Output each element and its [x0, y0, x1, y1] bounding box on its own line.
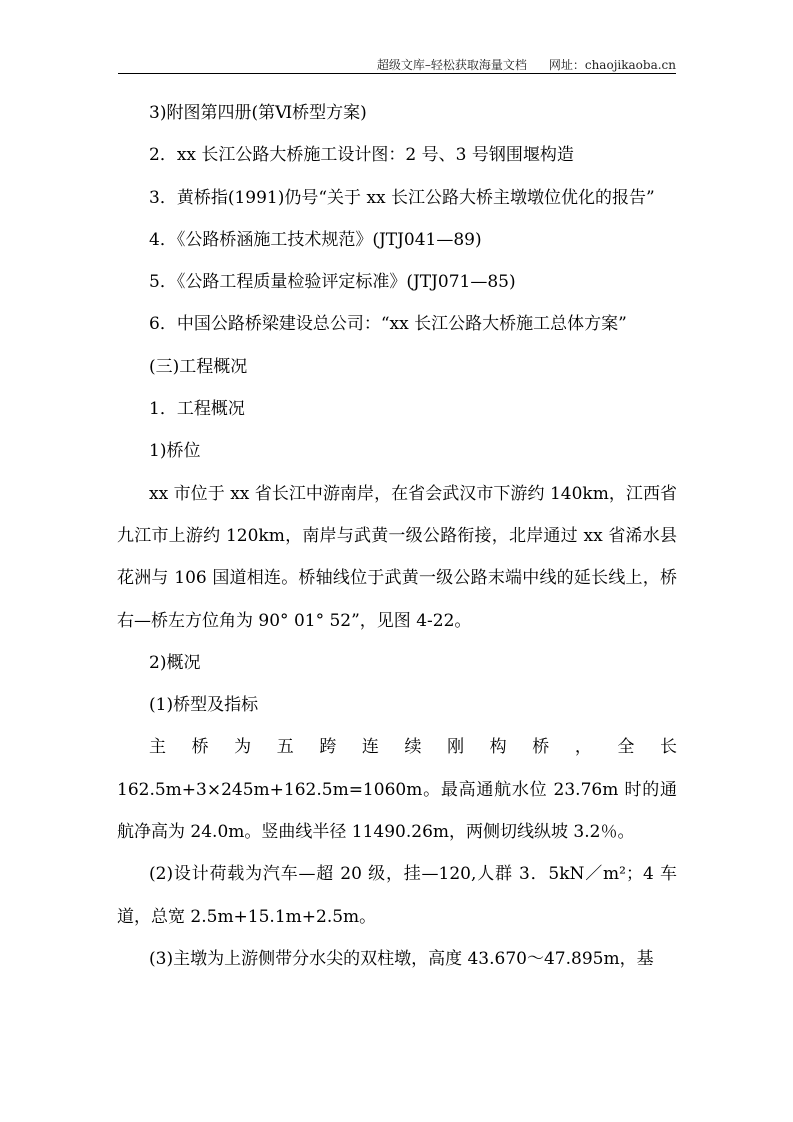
subsection-heading: 1．工程概况: [149, 399, 245, 420]
paragraph: xx 市位于 xx 省长江中游南岸，在省会武汉市下游约 140km，江西省九江市上游约 120km，南岸与武黄一级公路衔接，北岸通过 xx 省浠水县花洲与 106 国道相连。桥轴线位于武黄一级公路末端中线的延长线上，桥右—桥左方位角为 90° 01° 52”，见图 4-22。: [117, 483, 677, 631]
page-header: [118, 56, 676, 73]
paragraph: 4．《公路桥涵施工技术规范》(JTJ041—89): [149, 229, 482, 250]
paragraph: 主桥为五跨连续刚构桥，全长 162.5m+3×245m+162.5m=1060m。最高通航水位 23.76m 时的通航净高为 24.0m。竖曲线半径 11490.26m，两侧切线纵坡 3.2％。: [117, 737, 677, 843]
header-site-name: 超级文库–轻松获取海量文档: [376, 58, 527, 72]
header-divider: [118, 73, 676, 74]
subsection-heading: 1)桥位: [149, 441, 201, 462]
paragraph: (2)设计荷载为汽车—超 20 级，挂—120,人群 3．5kN／m²；4 车道，总宽 2.5m+15.1m+2.5m。: [117, 864, 677, 927]
paragraph: 3．黄桥指(1991)仍号“关于 xx 长江公路大桥主墩墩位优化的报告”: [149, 187, 655, 208]
document-body: [117, 92, 677, 980]
header-url: 网址：chaojikaoba.cn: [548, 58, 676, 72]
paragraph: 6．中国公路桥梁建设总公司：“xx 长江公路大桥施工总体方案”: [149, 314, 627, 335]
paragraph: 2．xx 长江公路大桥施工设计图：2 号、3 号钢围堰构造: [149, 145, 574, 166]
paragraph: 3)附图第四册(第Ⅵ桥型方案): [149, 103, 367, 123]
subsection-heading: (1)桥型及指标: [149, 695, 259, 716]
section-heading: (三)工程概况: [149, 356, 248, 377]
subsection-heading: 2)概况: [149, 652, 201, 673]
paragraph: 5．《公路工程质量检验评定标准》(JTJ071—85): [149, 272, 516, 293]
paragraph: (3)主墩为上游侧带分水尖的双柱墩，高度 43.670～47.895m，基: [149, 948, 654, 969]
